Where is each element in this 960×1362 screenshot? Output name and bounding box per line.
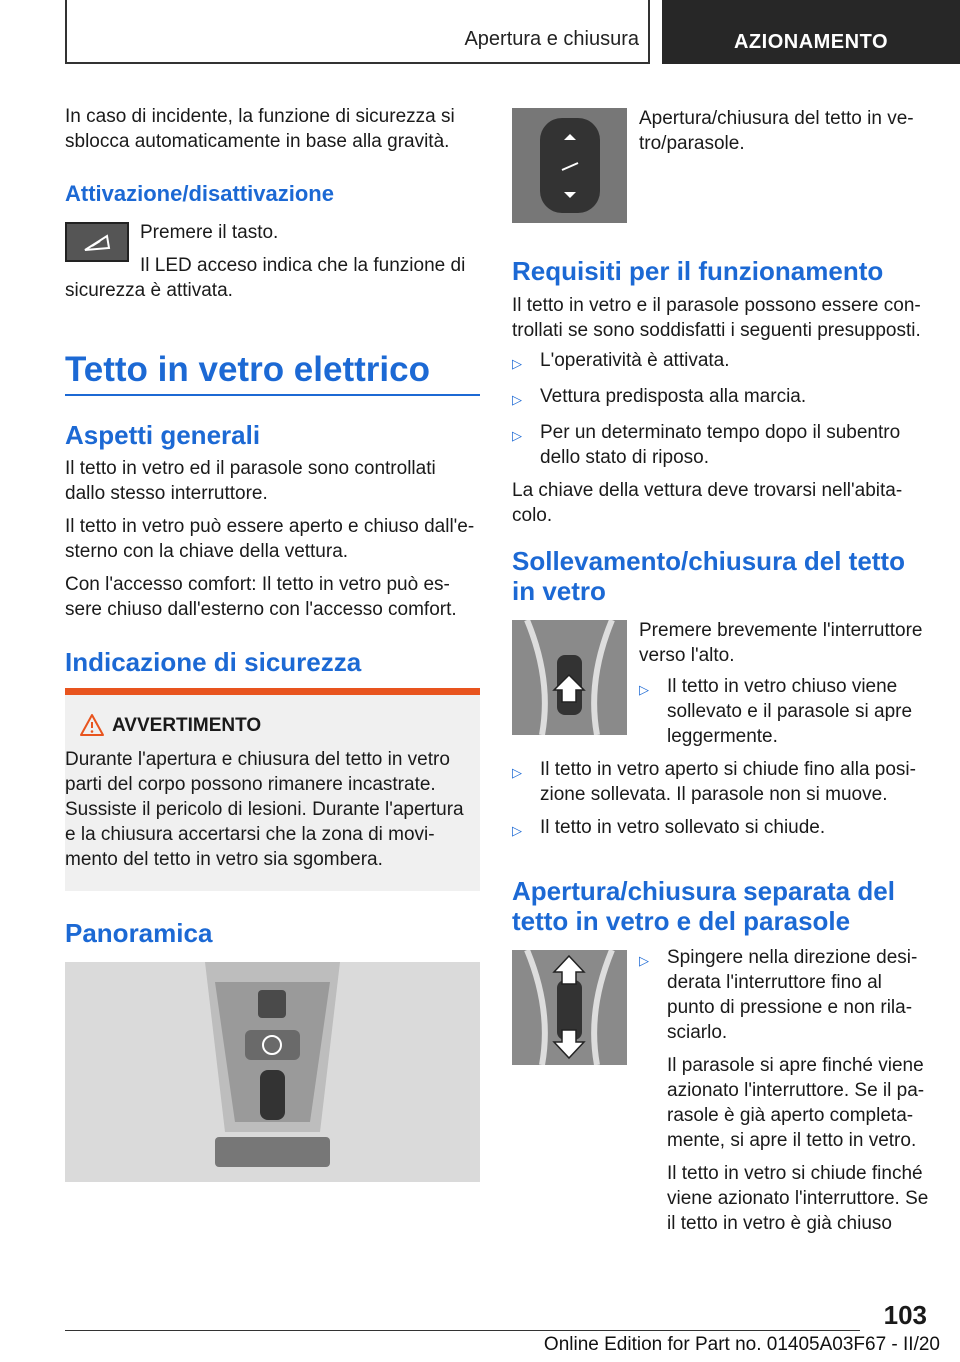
aspetti-p1: Il tetto in vetro ed il parasole sono controllati dallo stesso interruttore. bbox=[65, 458, 436, 504]
main-title: Tetto in vetro elettrico bbox=[65, 350, 430, 389]
switch-caption: Apertura/chiusura del tetto in vetro/parasole. bbox=[639, 108, 914, 154]
list-item: ▷ Spingere nella direzione desiderata l'interruttore fino al punto di pressione e non rilasciarlo. bbox=[639, 947, 918, 1043]
page-number: 103 bbox=[883, 1300, 927, 1330]
bullet-icon: ▷ bbox=[512, 356, 522, 371]
warning-box bbox=[65, 688, 480, 891]
switch-up-image bbox=[512, 620, 627, 735]
bullet-icon: ▷ bbox=[512, 392, 522, 407]
separata-heading: Apertura/chiusura separata del tetto in vetro e del parasole bbox=[512, 876, 895, 936]
roof-console-image bbox=[65, 962, 480, 1182]
requisiti-heading: Requisiti per il funzionamento bbox=[512, 256, 884, 286]
requisiti-note: La chiave della vettura deve trovarsi nell'abitacolo. bbox=[512, 480, 903, 526]
separata-p1: Il parasole si apre finché viene azionato l'interruttore. Se il parasole è già aperto completamente, si apre il tetto in vetro. bbox=[667, 1055, 925, 1151]
attivazione-heading: Attivazione/disattivazione bbox=[65, 181, 334, 206]
sollevamento-text: Premere brevemente l'interruttore verso l'alto. bbox=[639, 620, 923, 666]
warning-title: AVVERTIMENTO bbox=[112, 715, 262, 736]
list-item: ▷ Il tetto in vetro sollevato si chiude. bbox=[512, 815, 927, 843]
attivazione-led-text: Il LED acceso indica che la funzione di sicurezza è attivata. bbox=[65, 255, 466, 301]
aspetti-heading: Aspetti generali bbox=[65, 420, 261, 450]
bullet-icon: ▷ bbox=[639, 953, 649, 968]
intro-text: In caso di incidente, la funzione di sicurezza si sblocca automaticamente in base alla gravità. bbox=[65, 106, 455, 152]
bullet-icon: ▷ bbox=[639, 682, 649, 697]
warning-icon bbox=[79, 713, 105, 742]
aspetti-p2: Il tetto in vetro può essere aperto e chiuso dall'esterno con la chiave della vettura. bbox=[65, 516, 475, 562]
separata-p2: Il tetto in vetro si chiude finché viene azionato l'interruttore. Se il tetto in vetro è già chiuso bbox=[667, 1163, 929, 1234]
requisiti-text: Il tetto in vetro e il parasole possono essere controllati se sono soddisfatti i seguenti presupposti. bbox=[512, 295, 921, 341]
header-tab: AZIONAMENTO bbox=[662, 0, 960, 64]
requisiti-list bbox=[512, 348, 927, 528]
sicurezza-heading: Indicazione di sicurezza bbox=[65, 647, 362, 677]
list-item: ▷ Per un determinato tempo dopo il subentro dello stato di riposo. bbox=[512, 422, 901, 468]
switch-image bbox=[512, 108, 627, 223]
list-item: ▷ L'operatività è attivata. bbox=[512, 348, 927, 376]
footer-edition: Online Edition for Part no. 01405A03F67 - II/20 bbox=[543, 1334, 940, 1355]
switch-updown-image bbox=[512, 950, 627, 1065]
bullet-icon: ▷ bbox=[512, 765, 522, 780]
attivazione-step: Premere il tasto. bbox=[140, 222, 279, 243]
panoramica-heading: Panoramica bbox=[65, 918, 213, 948]
list-item: ▷ Vettura predisposta alla marcia. bbox=[512, 384, 927, 412]
header-section: Apertura e chiusura bbox=[464, 28, 639, 50]
sollevamento-list-2 bbox=[512, 757, 927, 843]
title-rule bbox=[65, 394, 480, 396]
aspetti-body bbox=[65, 456, 480, 622]
separata-body bbox=[639, 945, 929, 1236]
sollevamento-heading: Sollevamento/chiusura del tetto in vetro bbox=[512, 546, 905, 606]
intro-block bbox=[65, 104, 480, 154]
list-item: ▷ Il tetto in vetro aperto si chiude fino alla posizione sollevata. Il parasole non si muove. bbox=[512, 759, 916, 805]
bullet-icon: ▷ bbox=[512, 823, 522, 838]
bullet-icon: ▷ bbox=[512, 428, 522, 443]
sollevamento-list-1 bbox=[639, 674, 929, 749]
warning-text: Durante l'apertura e chiusura del tetto in vetro parti del corpo possono rimanere incastrate. Sussiste il pericolo di lesioni. Durante l'apertura e la chiusura accertarsi che la zona di movimento del tetto in vetro sia sgombera. bbox=[65, 749, 464, 870]
list-item: ▷ Il tetto in vetro chiuso viene sollevato e il parasole si apre leggermente. bbox=[639, 676, 913, 747]
aspetti-p3: Con l'accesso comfort: Il tetto in vetro può essere chiuso dall'esterno con l'accesso comfort. bbox=[65, 574, 457, 620]
footer-rule bbox=[65, 1330, 860, 1331]
warning-bar bbox=[65, 688, 480, 695]
header-divider bbox=[648, 0, 650, 64]
